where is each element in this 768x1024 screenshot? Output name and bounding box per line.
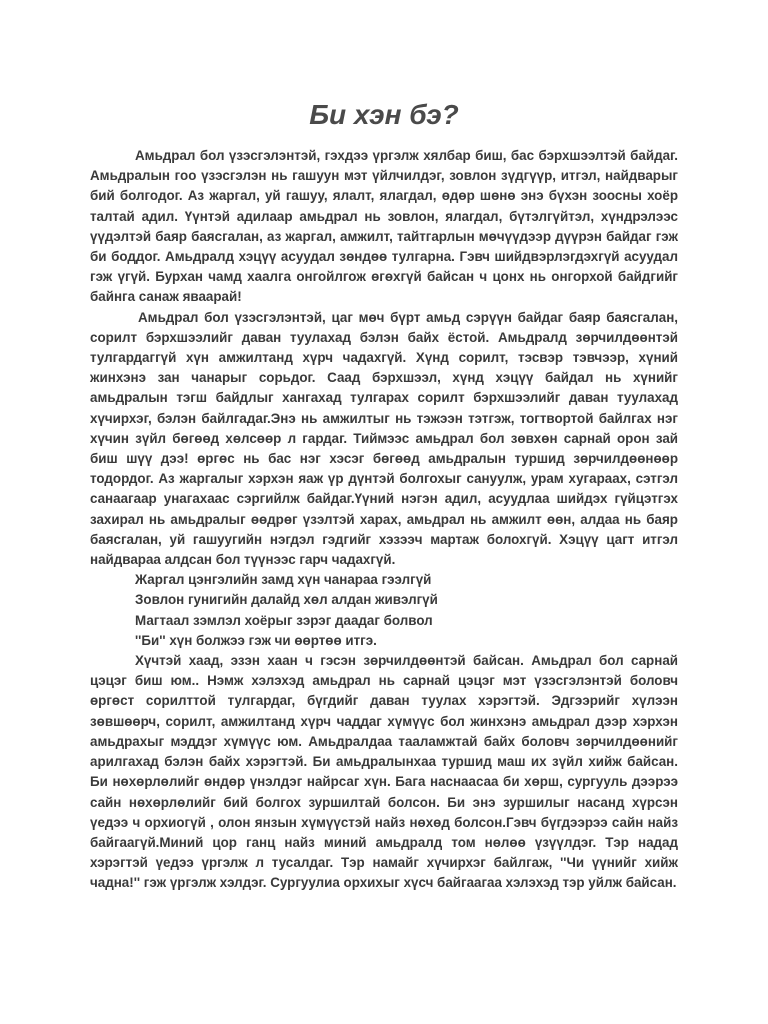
poem-line-1: Жаргал цэнгэлийн замд хүн чанараа гээлгүй (135, 572, 432, 588)
paragraph-2: Амьдрал бол үзэсгэлэнтэй, цаг мөч бүрт амьд сэрүүн байдаг баяр баясгалан, сорилт бэрхшээлийг даван туулахад бэлэн байх ёстой. Амьдралд зөрчилдөөнтэй тулгардаггүй хүн амжилтанд хүрч чадахгүй. Хүнд сорилт, тэсвэр тэвчээр, хүний жинхэнэ зан чанарыг сорьдог. Саад бэрхшээл, хүнд хэцүү байдал нь хүнийг амьдралын тэгш байдлыг хангахад тулгарах сорилт бэрхшээлийг даван туулахад хүчирхэг, бэлэн байлгадаг.Энэ нь амжилтыг нь тэжээн тэтгэж, тогтвортой байлгах нэг хүчин зүйл бөгөөд хөлсөөр л гардаг. Тиймээс амьдрал бол зөвхөн сарнай орон зай биш шүү дээ! өргөс нь бас нэг хэсэг бөгөөд амьдралын туршид зөрчилдөөнөөр тодордог. Аз жаргалыг хэрхэн яаж үр дүнтэй болгохыг сануулж, урам хугараах, сэтгэл санаагаар унагахаас сэргийлж байдаг.Үүний нэгэн адил, асуудлаа шийдэх гүйцэтгэх захирал нь амьдралыг өөдрөг үзэлтэй харах, амьдрал нь амжилт өөн, алдаа нь баяр баясгалан, уй гашуугийн нэгдэл гэдгийг хэзээч мартаж болохгүй. Хэцүү цагт итгэл найдвараа алдсан бол түүнээс гарч чадахгүй. (90, 309, 678, 568)
poem (90, 570, 678, 651)
document-body (90, 146, 678, 894)
document-page (90, 0, 678, 894)
paragraph-1: Амьдрал бол үзэсгэлэнтэй, гэхдээ үргэлж хялбар биш, бас бэрхшээлтэй байдаг. Амьдралын гоо үзэсгэлэн нь гашуун мэт үйлчилдэг, зовлон зүдгүүр, итгэл, найдварыг бий болгодог. Аз жаргал, уй гашуу, ялалт, ялагдал, өдөр шөнө энэ бүхэн зоосны хоёр талтай адил. Үүнтэй адилаар амьдрал нь зовлон, ялагдал, бүтэлгүйтэл, хүндрэлээс үүдэлтэй баяр баясгалан, аз жаргал, амжилт, тайтгарлын мөчүүдээр дүүрэн байдаг гэж би боддог. Амьдралд хэцүү асуудал зөндөө тулгарна. Гэвч шийдвэрлэгдэхгүй асуудал гэж үгүй. Бурхан чамд хаалга онгойлгож өгөхгүй байсан ч цонх нь онгорхой байдгийг байнга санаж яваарай! (90, 148, 678, 305)
paragraph-3: Хүчтэй хаад, эзэн хаан ч гэсэн зөрчилдөөнтэй байсан. Амьдрал бол сарнай цэцэг биш юм.. Нэмж хэлэхэд амьдрал нь сарнай цэцэг мэт үзэсгэлэнтэй боловч өргөст сорилттой тулгардаг, бүгдийг даван туулах хэрэгтэй. Эдгээрийг хүлээн зөвшөөрч, сорилт, амжилтанд хүрч чаддаг хүмүүс бол жинхэнэ амьдрал дээр хэрхэн амьдрахыг мэддэг хүмүүс юм. Амьдралдаа тааламжтай байх боловч зөрчилдөөнийг арилгахад бэлэн байх хэрэгтэй. Би амьдралынхаа туршид маш их зүйл хийж байсан. Би нөхөрлөлийг өндөр үнэлдэг найрсаг хүн. Бага наснаасаа би хөрш, сургууль дээрээ сайн нөхөрлөлийг бий болгох зуршилтай болсон. Би энэ зуршилыг насанд хүрсэн үедээ ч орхиогүй , олон янзын хүмүүстэй найз нөхөд болсон.Гэвч бүгдээрээ сайн найз байгаагүй.Миний цор ганц найз миний амьдралд том нөлөө үзүүлдэг. Тэр надад хэрэгтэй үедээ үргэлж л тусалдаг. Тэр намайг хүчирхэг байлгаж, ''Чи үүнийг хийж чадна!'' гэж үргэлж хэлдэг. Сургуулиа орхихыг хүсч байгаагаа хэлэхэд тэр уйлж байсан. (90, 653, 678, 891)
poem-line-3: Магтаал зэмлэл хоёрыг зэрэг даадаг болвол (135, 612, 433, 628)
document-title: Би хэн бэ? (309, 99, 459, 130)
poem-line-2: Зовлон гунигийн далайд хөл алдан живэлгүй (135, 592, 438, 608)
poem-line-4: ''Би'' хүн болжээ гэж чи өөртөө итгэ. (135, 632, 377, 648)
